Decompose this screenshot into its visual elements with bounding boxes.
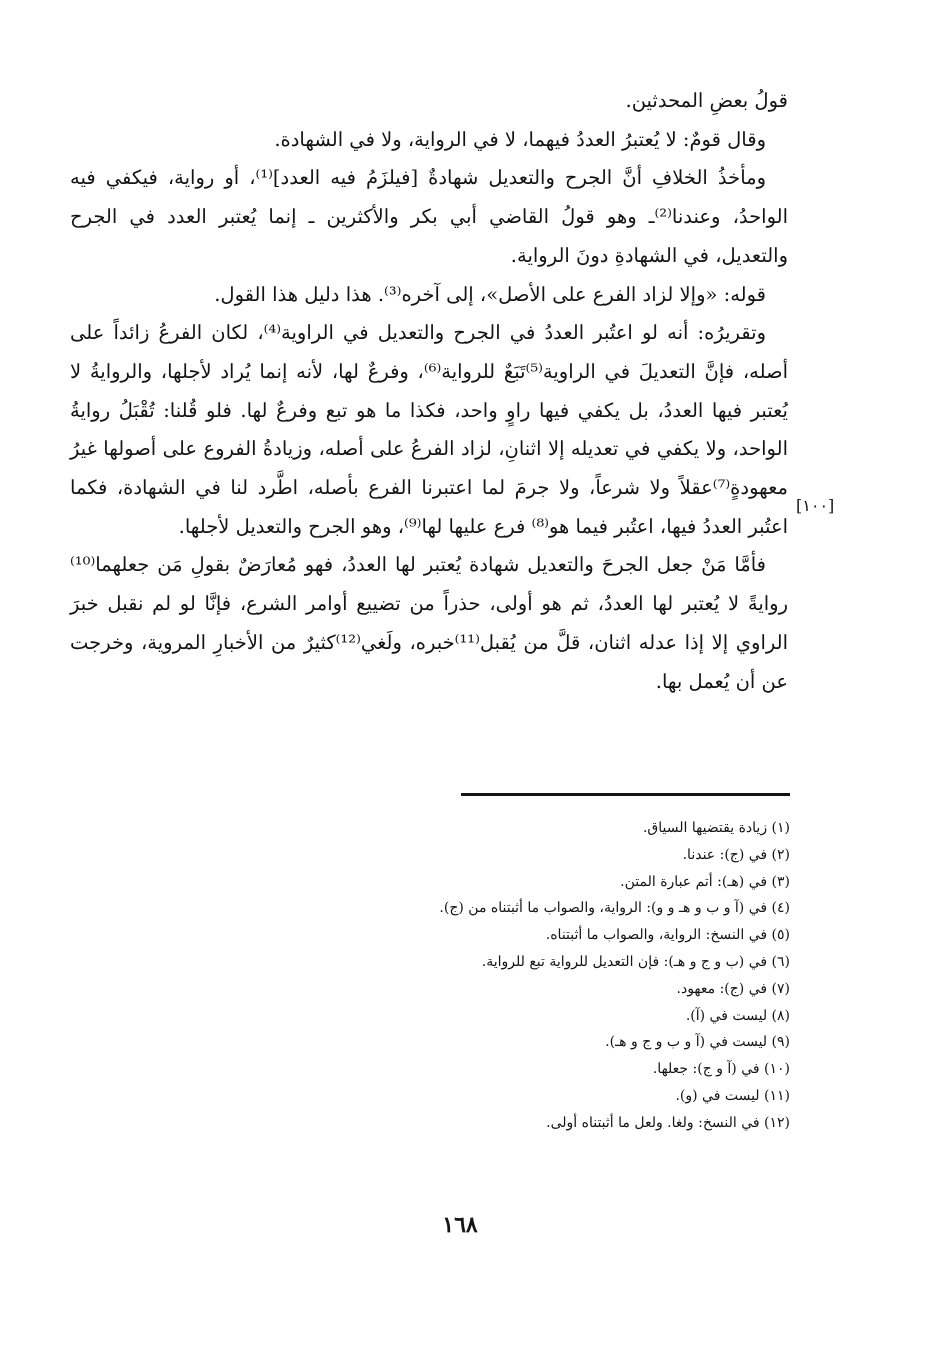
main-text-body — [70, 82, 788, 701]
paragraph-6: فأمَّا مَنْ جعل الجرحَ والتعديل شهادة يُعتبر لها العددُ، فهو مُعارَضٌ بقولِ مَن جعلهما⁽¹⁰⁾ روايةً لا يُعتبر لها العددُ، ثم هو أولى، حذراً من تضييع أوامر الشرع، فإنَّا لو لم نقبل خبرَ الراوي إلا إذا عدله اثنان، قلَّ من يُقبل⁽¹¹⁾خبره، ولَغي⁽¹²⁾كثيرٌ من الأخبارِ المروية، وخرجت عن أن يُعمل بها. — [70, 553, 788, 693]
footnote-11: (١١) ليست في (و). — [675, 1087, 790, 1104]
footnote-5: (٥) في النسخ: الرواية، والصواب ما أثبتناه. — [545, 927, 790, 944]
footnote-9: (٩) ليست في (آ و ب و ج و هـ). — [605, 1034, 790, 1051]
paragraph-1: قولُ بعضِ المحدثين. — [625, 89, 788, 112]
footnotes-list — [300, 815, 790, 1137]
paragraph-5: وتقريرُه: أنه لو اعتُبر العددُ في الجرح والتعديل في الراوية⁽⁴⁾، لكان الفرعُ زائداً على أصله، فإنَّ التعديلَ في الراوية⁽⁵⁾تَبَعٌ للرواية⁽⁶⁾، وفرعٌ لها، لأنه إنما يُراد لأجلها، والروايةُ لا يُعتبر فيها العددُ، بل يكفي فيها راوٍ واحد، فكذا ما هو تبع وفرعٌ لها. فلو قُلنا: تُقْبَلُ روايةُ الواحد، ولا يكفي في تعديله إلا اثنانِ، لزاد الفرعُ على أصله، وزيادةُ الفروع على أصولها غيرُ معهودةٍ⁽⁷⁾عقلاً ولا شرعاً، ولا جرمَ لما اعتبرنا الفرع بأصله، اطَّرد لنا في الشهادة، فكما اعتُبر العددُ فيها، اعتُبر فيما هو⁽⁸⁾ فرع عليها لها⁽⁹⁾، وهو الجرح والتعديل لأجلها. — [70, 321, 789, 538]
footnote-6: (٦) في (ب و ج و هـ): فإن التعديل للرواية تبع للرواية. — [481, 953, 790, 970]
footnote-7: (٧) في (ج): معهود. — [676, 980, 790, 997]
footnote-4: (٤) في (آ و ب و هـ و و): الرواية، والصواب ما أثبتناه من (ج). — [439, 900, 790, 917]
footnote-2: (٢) في (ج): عندنا. — [682, 846, 790, 863]
manuscript-page-marker: [١٠٠] — [796, 496, 835, 515]
paragraph-2: وقال قومٌ: لا يُعتبرُ العددُ فيهما، لا في الرواية، ولا في الشهادة. — [274, 127, 766, 151]
footnote-8: (٨) ليست في (آ). — [685, 1007, 790, 1024]
paragraph-3: ومأخذُ الخلافِ أنَّ الجرح والتعديل شهادةٌ [فيلزَمُ فيه العدد]⁽¹⁾، أو رواية، فيكفي فيه الواحدُ، وعندنا⁽²⁾ـ وهو قولُ القاضي أبي بكر والأكثرين ـ إنما يُعتبر العدد في الجرح والتعديل، في الشهادةِ دونَ الرواية. — [70, 166, 789, 267]
footnote-3: (٣) في (هـ): أتم عبارة المتن. — [620, 873, 790, 890]
footnote-12: (١٢) في النسخ: ولغا. ولعل ما أثبتناه أولى. — [546, 1114, 790, 1131]
footnote-10: (١٠) في (آ و ج): جعلها. — [652, 1061, 790, 1078]
page-number: ١٦٨ — [442, 1212, 478, 1238]
footnote-1: (١) زيادة يقتضيها السياق. — [642, 820, 790, 836]
footnote-separator — [461, 793, 790, 796]
paragraph-4: قوله: «وإلا لزاد الفرع على الأصل»، إلى آخره⁽³⁾. هذا دليل هذا القول. — [214, 282, 766, 306]
